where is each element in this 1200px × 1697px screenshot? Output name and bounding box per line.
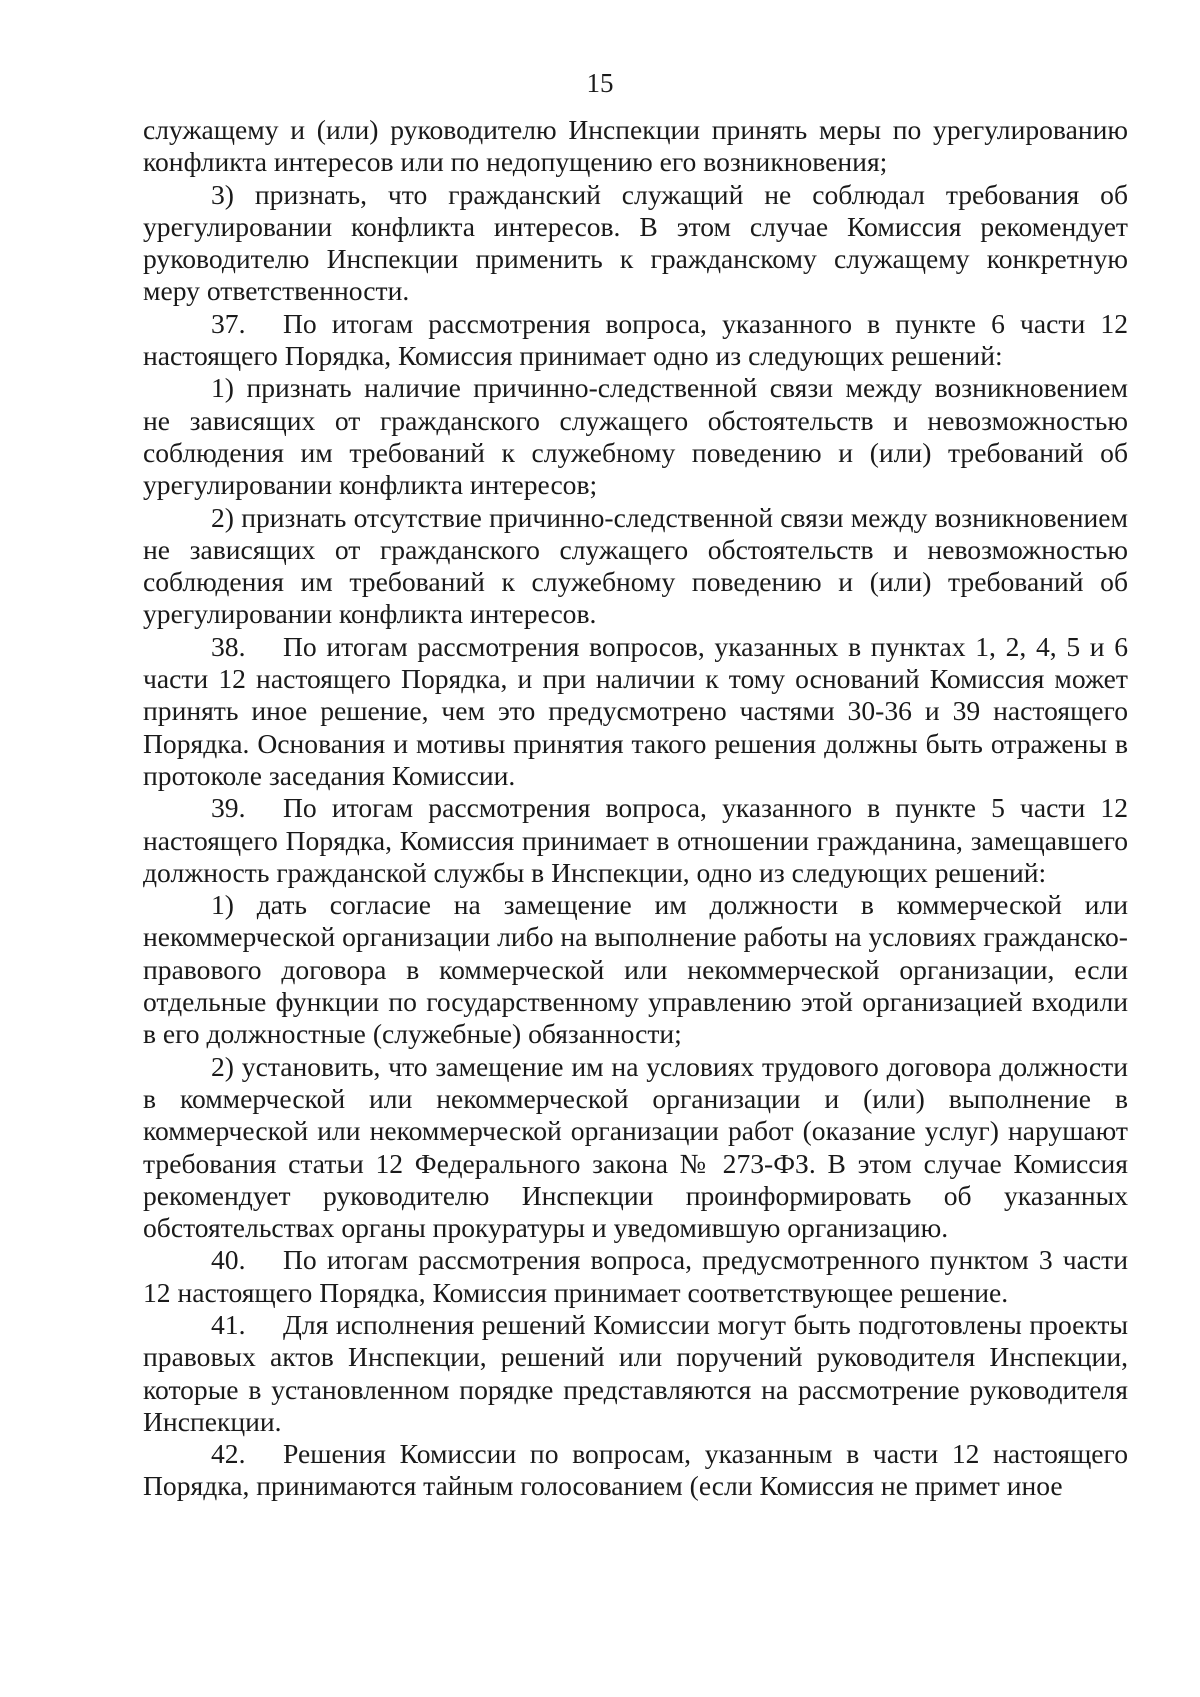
numbered-paragraph: [143, 308, 1128, 373]
paragraph-text: По итогам рассмотрения вопроса, предусмотренного пунктом 3 части 12 настоящего Порядка, Комиссия принимает соответствующее решение.: [143, 1244, 1128, 1308]
paragraph: [143, 114, 1128, 179]
paragraph-text: 1) признать наличие причинно-следственной связи между возникновением не зависящих от гражданского служащего обстоятельств и невозможностью соблюдения им требований к служебному поведению и (или) требований об урегулировании конфликта интересов;: [143, 372, 1128, 501]
paragraph: [143, 179, 1128, 308]
paragraph-number: 41.: [211, 1308, 246, 1340]
paragraph: [143, 372, 1128, 501]
paragraph-number: 39.: [211, 792, 246, 824]
numbered-paragraph: [143, 1438, 1128, 1503]
paragraph-text: По итогам рассмотрения вопросов, указанных в пунктах 1, 2, 4, 5 и 6 части 12 настоящего Порядка, и при наличии к тому оснований Комиссия может принять иное решение, чем это предусмотрено частями 30-36 и 39 настоящего Порядка. Основания и мотивы принятия такого решения должны быть отражены в протоколе заседания Комиссии.: [143, 630, 1128, 791]
paragraph: [143, 1051, 1128, 1245]
paragraph: [143, 502, 1128, 631]
paragraph-number: 37.: [211, 307, 246, 339]
paragraph-number: 38.: [211, 630, 246, 662]
paragraph-text: По итогам рассмотрения вопроса, указанного в пункте 5 части 12 настоящего Порядка, Комиссия принимает в отношении гражданина, замещавшего должность гражданской службы в Инспекции, одно из следующих решений:: [143, 792, 1128, 888]
numbered-paragraph: [143, 792, 1128, 889]
document-body: [143, 114, 1128, 1503]
paragraph-number: 42.: [211, 1438, 246, 1470]
paragraph-text: 1) дать согласие на замещение им должности в коммерческой или некоммерческой организации либо на выполнение работы на условиях гражданско-правового договора в коммерческой или некоммерческой организации, если отдельные функции по государственному управлению этой организацией входили в его должностные (служебные) обязанности;: [143, 889, 1128, 1050]
page-number: 15: [586, 68, 614, 98]
numbered-paragraph: [143, 1244, 1128, 1309]
paragraph-text: 2) признать отсутствие причинно-следственной связи между возникновением не зависящих от гражданского служащего обстоятельств и невозможностью соблюдения им требований к служебному поведению и (или) требований об урегулировании конфликта интересов.: [143, 501, 1128, 630]
paragraph: [143, 889, 1128, 1050]
numbered-paragraph: [143, 631, 1128, 792]
numbered-paragraph: [143, 1309, 1128, 1438]
paragraph-text: По итогам рассмотрения вопроса, указанного в пункте 6 части 12 настоящего Порядка, Комиссия принимает одно из следующих решений:: [143, 307, 1128, 372]
paragraph-text: служащему и (или) руководителю Инспекции принять меры по урегулированию конфликта интересов или по недопущению его возникновения;: [143, 114, 1128, 178]
paragraph-number: 40.: [211, 1244, 246, 1276]
paragraph-text: Для исполнения решений Комиссии могут быть подготовлены проекты правовых актов Инспекции, решений или поручений руководителя Инспекции, которые в установленном порядке представляются на рассмотрение руководителя Инспекции.: [143, 1308, 1128, 1437]
paragraph-text: 3) признать, что гражданский служащий не соблюдал требования об урегулировании конфликта интересов. В этом случае Комиссия рекомендует руководителю Инспекции применить к гражданскому служащему конкретную меру ответственности.: [143, 178, 1128, 307]
paragraph-text: Решения Комиссии по вопросам, указанным в части 12 настоящего Порядка, принимаются тайным голосованием (если Комиссия не примет иное: [143, 1438, 1128, 1502]
paragraph-text: 2) установить, что замещение им на условиях трудового договора должности в коммерческой или некоммерческой организации и (или) выполнение в коммерческой или некоммерческой организации работ (оказание услуг) нарушают требования статьи 12 Федерального закона № 273-ФЗ. В этом случае Комиссия рекомендует руководителю Инспекции проинформировать об указанных обстоятельствах органы прокуратуры и уведомившую организацию.: [143, 1050, 1128, 1244]
